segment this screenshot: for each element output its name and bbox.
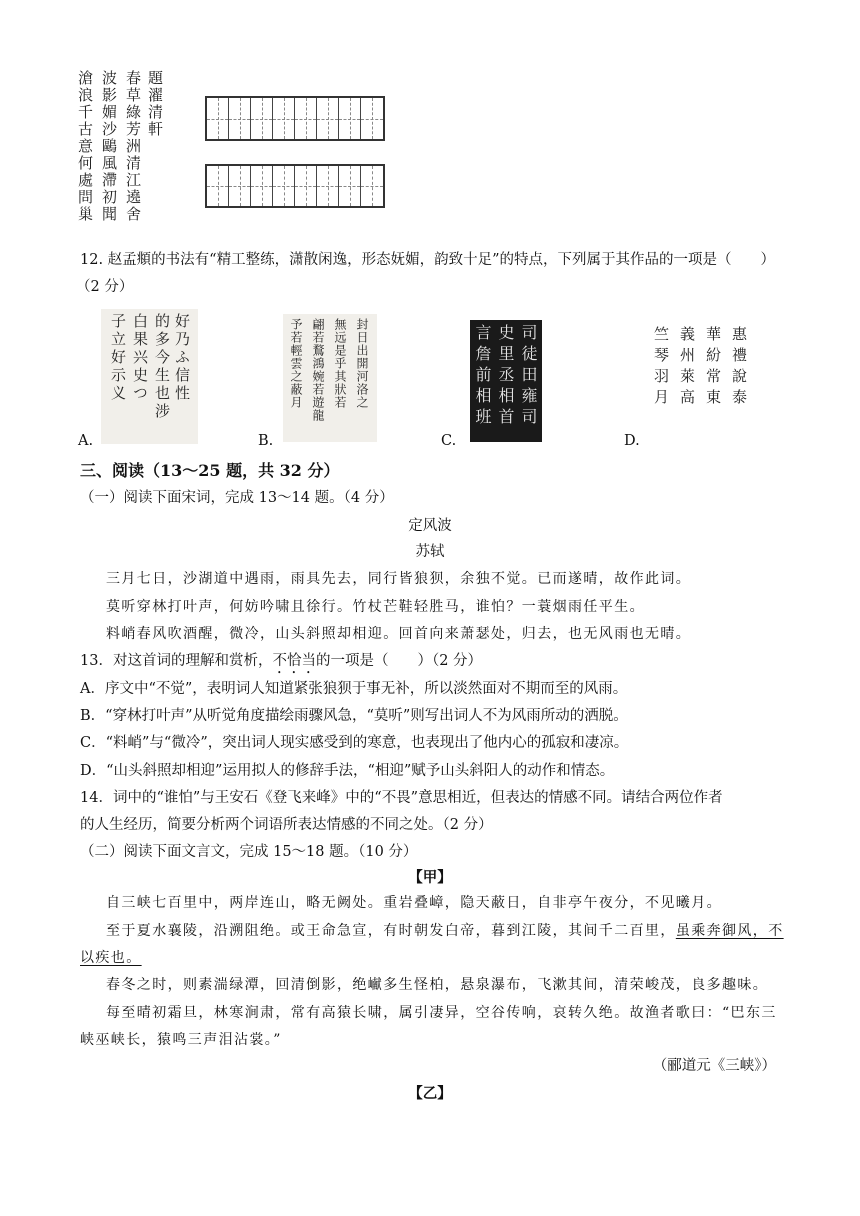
question-13-stem — [80, 651, 482, 677]
passage-jia-paragraph-4-line-2: 峡巫峡长，猿鸣三声泪沾裳。” — [80, 1032, 282, 1048]
question-13-option-d[interactable]: D．“山头斜照却相迎”运用拟人的修辞手法，“相迎”赋予山头斜阳人的动作和情态。 — [80, 763, 615, 779]
option-c-label[interactable]: C. — [441, 433, 457, 449]
poem-line-2: 料峭春风吹酒醒，微冷，山头斜照却相迎。回首向来萧瑟处，归去，也无风雨也无晴。 — [106, 626, 692, 642]
option-b-calligraphy-image[interactable]: 封日出開河洛之 無远是乎其狀若 翩若鶩鴻婉若遊龍 予若輕雲之蔽月 — [283, 314, 377, 442]
question-14-line-2: 的人生经历，简要分析两个词语所表达情感的不同之处。（2 分） — [80, 817, 493, 833]
option-a-calligraphy-image[interactable]: 好乃ふ信性 的多今生也涉 白果兴史つ 子立好示义 — [101, 309, 198, 444]
option-a-label[interactable]: A. — [78, 433, 94, 449]
option-b-label[interactable]: B. — [258, 433, 274, 449]
writing-grid-row-1[interactable] — [205, 96, 385, 141]
question-13-option-c[interactable]: C．“料峭”与“微冷”，突出词人现实感受到的寒意，也表现出了他内心的孤寂和凄凉。 — [80, 735, 629, 751]
passage-jia-label: 【甲】 — [408, 869, 452, 886]
question-13-stem-post: 的一项是（ ）（2 分） — [315, 653, 483, 669]
poem-author: 苏轼 — [415, 544, 445, 560]
calligraphy-sample — [76, 70, 168, 240]
question-13-option-a[interactable]: A．序文中“不觉”，表明词人知道紧张狼狈于事无补，所以淡然面对不期而至的风雨。 — [80, 681, 628, 697]
question-12-score: （2 分） — [76, 279, 134, 295]
question-12-text: 12. 赵孟頫的书法有“精工整练，潇散闲逸，形态妩媚，韵致十足”的特点，下列属于其作品的一项是（ ） — [80, 252, 775, 268]
underlined-sentence-part-2: 以疾也。 — [80, 950, 142, 966]
passage-yi-label: 【乙】 — [408, 1085, 452, 1102]
passage-jia-paragraph-4-line-1: 每至晴初霜旦，林寒涧肃，常有高猿长啸，属引凄异，空谷传响，哀转久绝。故渔者歌曰：“巴东三 — [106, 1005, 777, 1021]
subsection-1-instruction: （一）阅读下面宋词，完成 13～14 题。（4 分） — [80, 490, 394, 506]
calligraphy-column: 春草綠芳洲清江遶舍 — [124, 70, 142, 223]
passage-jia-paragraph-2 — [106, 921, 784, 941]
option-d-calligraphy-image[interactable]: 惠禮說泰 華紛常東 義州萊高 竺琴羽月 — [650, 322, 754, 439]
calligraphy-column: 題濯清軒 — [146, 70, 164, 138]
question-14-line-1: 14．词中的“谁怕”与王安石《登飞来峰》中的“不畏”意思相近，但表达的情感不同。请结合两位作者 — [80, 790, 723, 806]
passage-jia-paragraph-1: 自三峡七百里中，两岸连山，略无阙处。重岩叠嶂，隐天蔽日，自非亭午夜分，不见曦月。 — [106, 895, 722, 911]
subsection-2-instruction: （二）阅读下面文言文，完成 15～18 题。（10 分） — [80, 844, 418, 860]
section-3-heading: 三、阅读（13～25 题，共 32 分） — [80, 461, 340, 480]
underlined-sentence-part-1: 虽乘奔御风，不 — [675, 923, 784, 939]
poem-preface: 三月七日，沙湖道中遇雨，雨具先去，同行皆狼狈，余独不觉。已而遂晴，故作此词。 — [106, 571, 692, 587]
passage-source: （郦道元《三峡》） — [652, 1058, 776, 1074]
option-c-calligraphy-image[interactable]: 司徒田雍司 史里丞相首 言詹前相班 — [470, 320, 542, 442]
question-13-emphasis: 不恰当 — [272, 653, 316, 669]
poem-title: 定风波 — [408, 518, 452, 534]
calligraphy-column: 波影媚沙鷗風滯初聞 — [100, 70, 118, 223]
question-13-option-b[interactable]: B．“穿林打叶声”从听觉角度描绘雨骤风急，“莫听”则写出词人不为风雨所动的洒脱。 — [80, 708, 628, 724]
option-d-label[interactable]: D. — [624, 433, 640, 449]
calligraphy-column: 滄浪千古意何處問巢 — [76, 70, 94, 223]
poem-line-1: 莫听穿林打叶声，何妨吟啸且徐行。竹杖芒鞋轻胜马，谁怕？一蓑烟雨任平生。 — [106, 599, 645, 615]
writing-grid-row-2[interactable] — [205, 164, 385, 208]
paragraph-2-text: 至于夏水襄陵，沿溯阻绝。或王命急宣，有时朝发白帝，暮到江陵，其间千二百里， — [106, 923, 676, 939]
passage-jia-paragraph-3: 春冬之时，则素湍绿潭，回清倒影，绝𪩘多生怪柏，悬泉瀑布，飞漱其间，清荣峻茂，良多趣味。 — [106, 977, 769, 993]
question-13-stem-pre: 13．对这首词的理解和赏析， — [80, 653, 273, 669]
